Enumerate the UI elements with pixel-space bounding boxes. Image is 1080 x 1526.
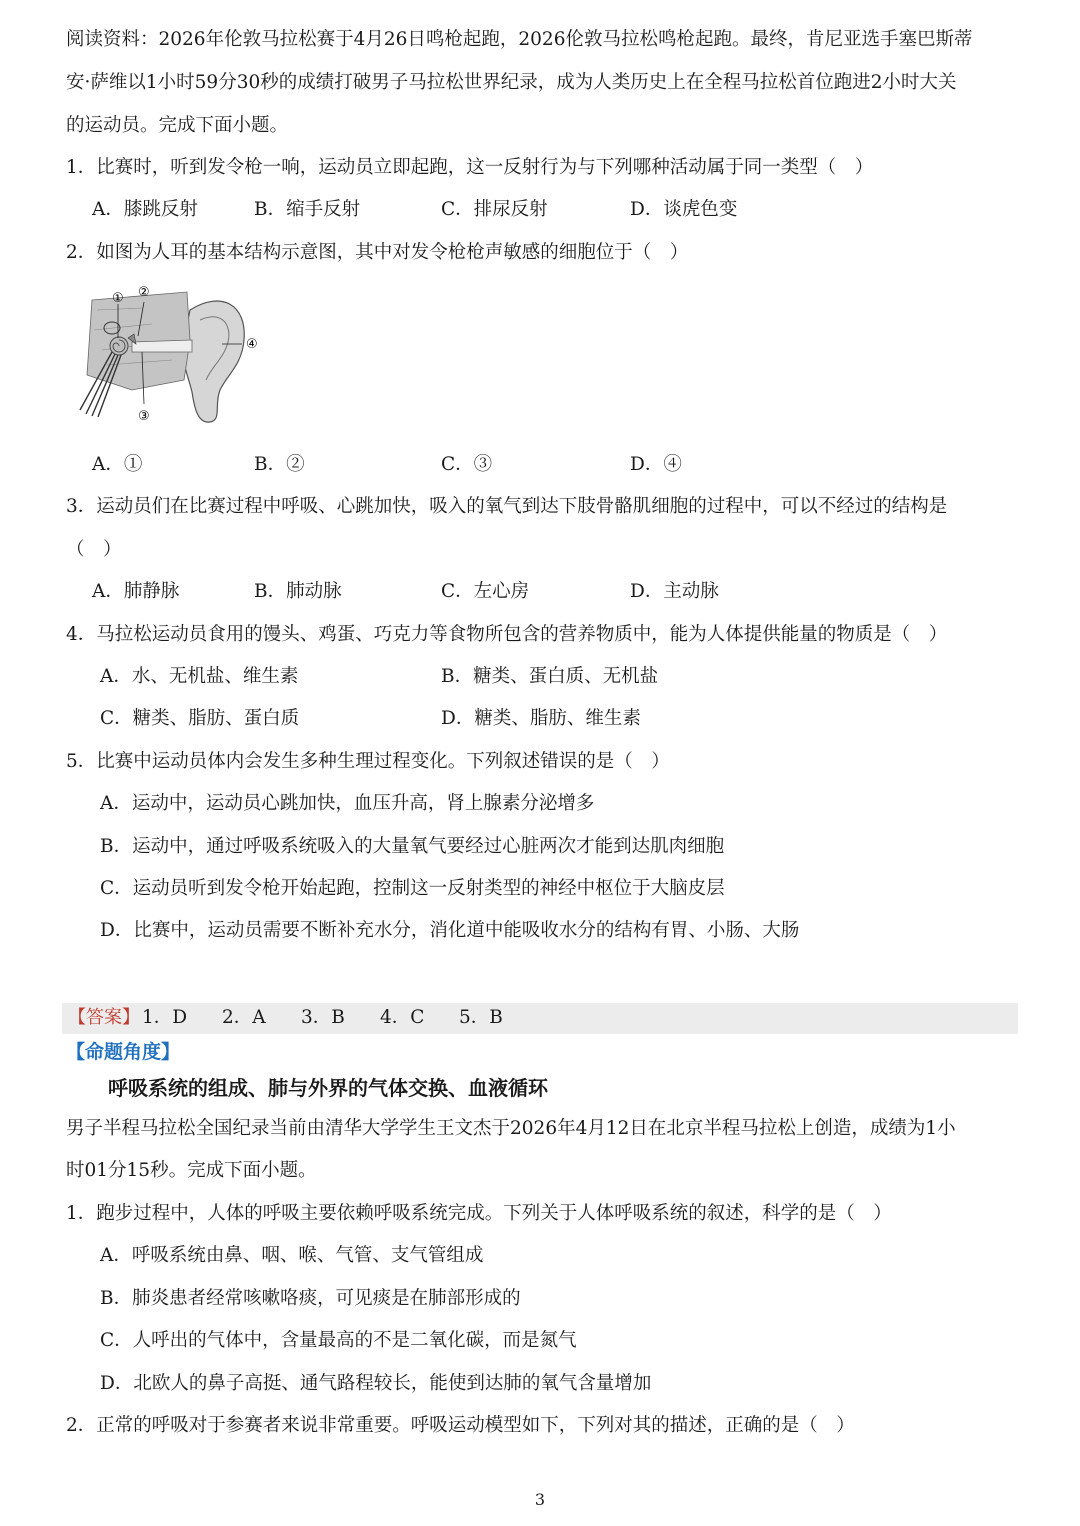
question-stem: 1．比赛时，听到发令枪一响，运动员立即起跑，这一反射行为与下列哪种活动属于同一类型（ ） — [66, 157, 874, 178]
question-stem: 1．跑步过程中，人体的呼吸主要依赖呼吸系统完成。下列关于人体呼吸系统的叙述，科学的是（ ） — [66, 1203, 892, 1224]
question-stem: 3．运动员们在比赛过程中呼吸、心跳加快，吸入的氧气到达下肢骨骼肌细胞的过程中，可以不经过的结构是 — [66, 496, 948, 517]
option-d: D．糖类、脂肪、维生素 — [441, 708, 641, 729]
ear-canal — [132, 340, 192, 352]
auricle-shape — [183, 301, 244, 422]
label-2: ② — [138, 285, 150, 300]
option-c: C．人呼出的气体中，含量最高的不是二氧化碳，而是氮气 — [100, 1330, 577, 1351]
page-number: 3 — [534, 1490, 546, 1509]
reading-text: 安·萨维以1小时59分30秒的成绩打破男子马拉松世界纪录，成为人类历史上在全程马拉松首位跑进2小时大关 — [66, 72, 957, 93]
section-title: 呼吸系统的组成、肺与外界的气体交换、血液循环 — [108, 1076, 548, 1100]
reading-text: 男子半程马拉松全国纪录当前由清华大学学生王文杰于2026年4月12日在北京半程马拉松上创造，成绩为1小 — [66, 1118, 956, 1139]
question-stem-cont: （ ） — [66, 539, 122, 560]
ear-structure-figure — [72, 280, 272, 430]
option-d: D．主动脉 — [630, 581, 719, 602]
option-b: B．肺炎患者经常咳嗽咯痰，可见痰是在肺部形成的 — [100, 1288, 521, 1309]
answer-item: 5．B — [459, 1007, 503, 1028]
option-a: A．呼吸系统由鼻、咽、喉、气管、支气管组成 — [100, 1245, 484, 1266]
option-b: B．② — [254, 454, 305, 475]
reading-text: 的运动员。完成下面小题。 — [66, 115, 289, 136]
answer-bar — [62, 1003, 1018, 1034]
question-stem: 2．如图为人耳的基本结构示意图，其中对发令枪枪声敏感的细胞位于（ ） — [66, 242, 689, 263]
option-c: C．糖类、脂肪、蛋白质 — [100, 708, 300, 729]
option-b: B．运动中，通过呼吸系统吸入的大量氧气要经过心脏两次才能到达肌肉细胞 — [100, 836, 725, 857]
answer-item: 1．D — [142, 1007, 188, 1028]
answer-tag: 【答案】 — [68, 1007, 140, 1028]
option-d: D．北欧人的鼻子高挺、通气路程较长，能使到达肺的氧气含量增加 — [100, 1373, 652, 1394]
label-4: ④ — [246, 337, 258, 352]
option-d: D．谈虎色变 — [630, 199, 738, 220]
answer-item: 2．A — [222, 1007, 266, 1028]
answer-item: 3．B — [301, 1007, 345, 1028]
option-c: C．③ — [441, 454, 493, 475]
label-1: ① — [112, 291, 124, 306]
question-stem: 4．马拉松运动员食用的馒头、鸡蛋、巧克力等食物所包含的营养物质中，能为人体提供能量的物质是（ ） — [66, 624, 948, 645]
option-a: A．肺静脉 — [92, 581, 180, 602]
option-b: B．缩手反射 — [254, 199, 361, 220]
reading-text: 时01分15秒。完成下面小题。 — [66, 1160, 317, 1181]
option-a: A．水、无机盐、维生素 — [100, 666, 299, 687]
option-d: D．④ — [630, 454, 682, 475]
option-c: C．左心房 — [441, 581, 530, 602]
option-c: C．运动员听到发令枪开始起跑，控制这一反射类型的神经中枢位于大脑皮层 — [100, 878, 725, 899]
question-stem: 5．比赛中运动员体内会发生多种生理过程变化。下列叙述错误的是（ ） — [66, 751, 670, 772]
section-tag: 【命题角度】 — [66, 1041, 181, 1063]
answer-item: 4．C — [380, 1007, 425, 1028]
option-d: D．比赛中，运动员需要不断补充水分，消化道中能吸收水分的结构有胃、小肠、大肠 — [100, 920, 800, 941]
option-a: A．运动中，运动员心跳加快，血压升高，肾上腺素分泌增多 — [100, 793, 595, 814]
reading-text: 阅读资料：2026年伦敦马拉松赛于4月26日鸣枪起跑，2026伦敦马拉松鸣枪起跑。最终，肯尼亚选手塞巴斯蒂 — [66, 29, 973, 50]
question-stem: 2．正常的呼吸对于参赛者来说非常重要。呼吸运动模型如下，下列对其的描述，正确的是（ ） — [66, 1415, 855, 1436]
option-a: A．膝跳反射 — [92, 199, 198, 220]
option-b: B．糖类、蛋白质、无机盐 — [441, 666, 659, 687]
option-b: B．肺动脉 — [254, 581, 342, 602]
label-3: ③ — [138, 409, 150, 424]
option-a: A．① — [92, 454, 143, 475]
option-c: C．排尿反射 — [441, 199, 548, 220]
